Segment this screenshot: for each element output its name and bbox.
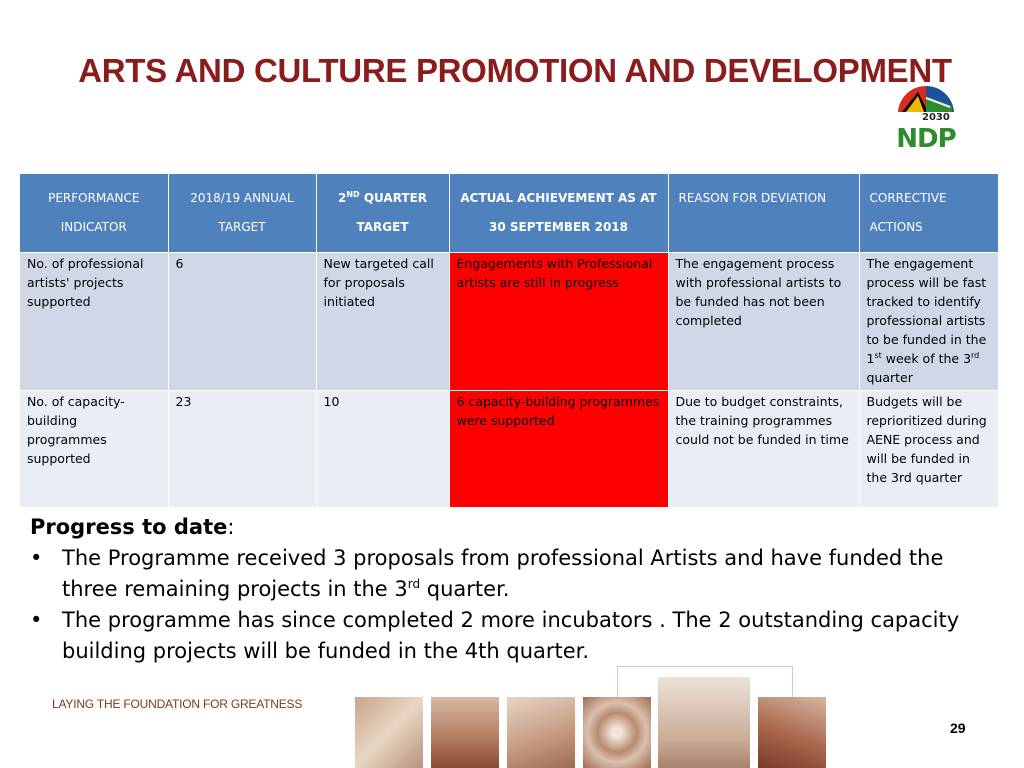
- bullet-icon: •: [30, 546, 43, 570]
- table-row: [20, 391, 998, 508]
- photo-ballet-image: [658, 677, 750, 768]
- cell-quarter-target: 10: [316, 391, 449, 508]
- cell-annual-target: 23: [168, 391, 316, 508]
- header-reason-for-deviation: REASON FOR DEVIATION: [668, 174, 859, 253]
- header-corrective-actions: CORRECTIVE ACTIONS: [859, 174, 998, 253]
- cell-corrective: Budgets will be reprioritized during AENE process and will be funded in the 3rd quarter: [859, 391, 998, 508]
- table-row: [20, 253, 998, 391]
- cell-indicator: No. of capacity-building programmes supported: [20, 391, 168, 508]
- cell-indicator: No. of professional artists' projects supported: [20, 253, 168, 391]
- footer-tagline: LAYING THE FOUNDATION FOR GREATNESS: [52, 697, 303, 711]
- progress-section: [30, 512, 990, 667]
- cell-actual-achievement: Engagements with Professional artists are still in progress: [449, 253, 668, 391]
- list-item: • The Programme received 3 proposals from professional Artists and have funded the three remaining projects in the 3rd quarter.: [30, 543, 990, 605]
- cell-reason: Due to budget constraints, the training programmes could not be funded in time: [668, 391, 859, 508]
- cell-corrective: The engagement process will be fast tracked to identify professional artists to be funded in the 1st week of the 3rd quarter: [859, 253, 998, 391]
- photo-reading-image: [355, 697, 423, 768]
- logo-text: NDP: [896, 124, 956, 154]
- page-number: 29: [950, 720, 966, 736]
- cell-reason: The engagement process with professional artists to be funded has not been completed: [668, 253, 859, 391]
- table-header-row: [20, 174, 998, 253]
- cell-annual-target: 6: [168, 253, 316, 391]
- photo-beadwork-image: [583, 697, 651, 768]
- header-annual-target: 2018/19 ANNUAL TARGET: [168, 174, 316, 253]
- cell-quarter-target: New targeted call for proposals initiated: [316, 253, 449, 391]
- progress-heading: Progress to date:: [30, 515, 235, 539]
- slide-title: ARTS AND CULTURE PROMOTION AND DEVELOPMENT: [78, 52, 952, 89]
- header-quarter-target: 2ND QUARTER TARGET: [316, 174, 449, 253]
- photo-film-image: [507, 697, 575, 768]
- photo-family-image: [431, 697, 499, 768]
- cell-actual-achievement: 6 capacity-building programmes were supported: [449, 391, 668, 508]
- progress-list: [30, 543, 990, 667]
- photo-saxophone-image: [758, 697, 826, 768]
- performance-table: [20, 174, 999, 507]
- header-actual-achievement: ACTUAL ACHIEVEMENT AS AT 30 SEPTEMBER 2018: [449, 174, 668, 253]
- header-performance-indicator: PERFORMANCE INDICATOR: [20, 174, 168, 253]
- logo-year: 2030: [922, 112, 950, 123]
- ndp-logo: [888, 82, 964, 154]
- bullet-icon: •: [30, 608, 43, 632]
- list-item: • The programme has since completed 2 more incubators . The 2 outstanding capacity building projects will be funded in the 4th quarter.: [30, 605, 990, 667]
